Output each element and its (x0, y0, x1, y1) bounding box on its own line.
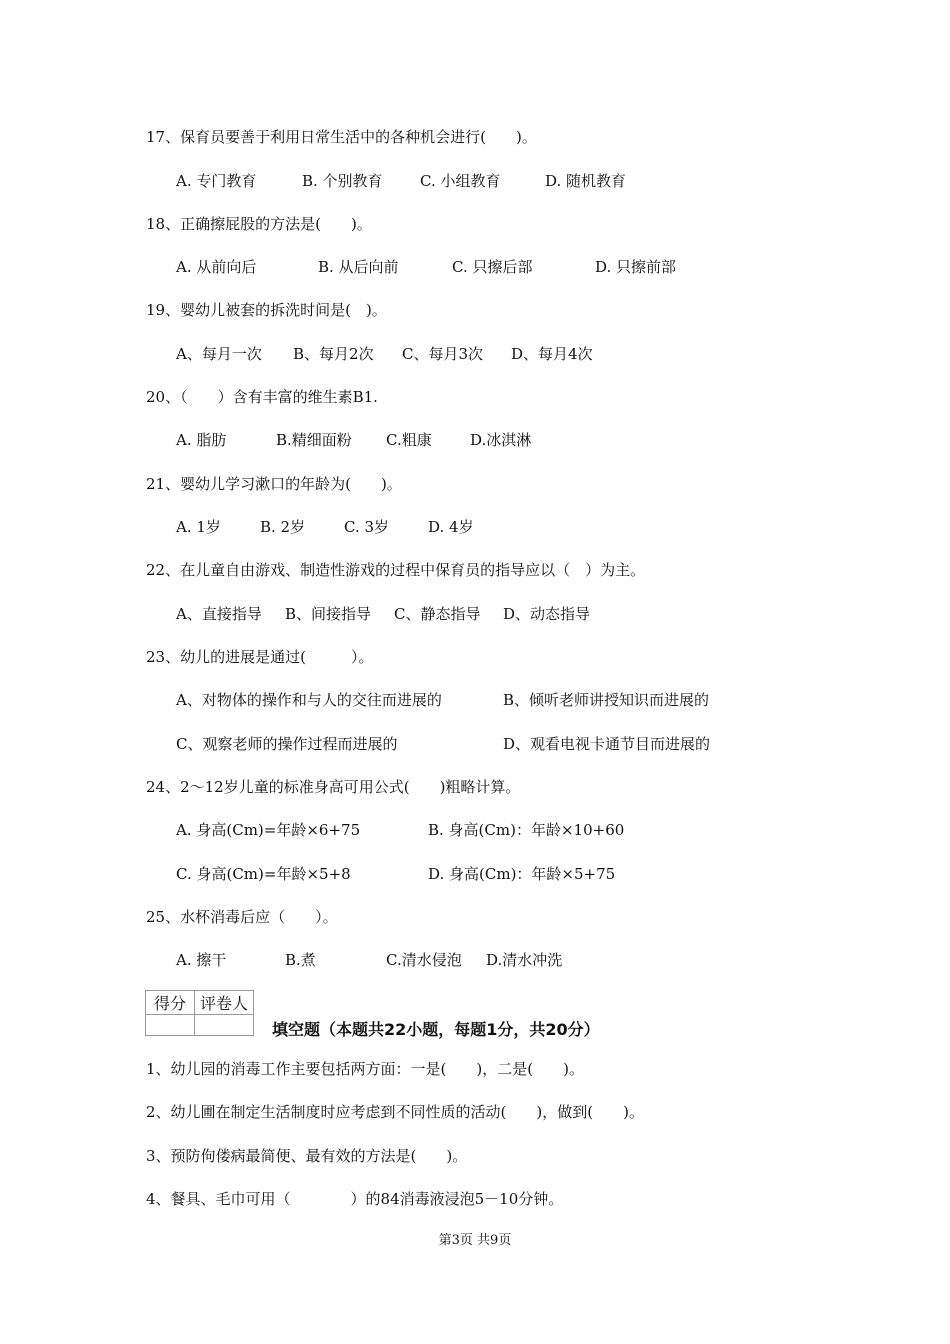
option-a: A. 从前向后 (176, 258, 257, 276)
grader-label: 评卷人 (195, 991, 254, 1015)
fill-blank-question: 1、幼儿园的消毒工作主要包括两方面：一是( )，二是( )。 (146, 1060, 584, 1078)
option-d: D、观看电视卡通节目而进展的 (503, 735, 711, 753)
question-stem: 18、正确擦屁股的方法是( )。 (146, 215, 372, 233)
option-a: A. 身高(Cm)=年龄×6+75 (176, 821, 361, 839)
option-a: A. 擦干 (176, 951, 227, 969)
option-d: D.冰淇淋 (470, 431, 532, 449)
question-stem: 25、水杯消毒后应（ ）。 (146, 908, 338, 926)
score-cell (146, 1015, 195, 1036)
question-stem: 24、2～12岁儿童的标准身高可用公式( )粗略计算。 (146, 778, 521, 796)
option-c: C. 只擦后部 (452, 258, 533, 276)
option-c: C.清水侵泡 (386, 951, 462, 969)
option-c: C. 小组教育 (420, 172, 501, 190)
option-d: D. 4岁 (428, 518, 474, 536)
option-d: D、动态指导 (503, 605, 591, 623)
option-d: D. 随机教育 (545, 172, 627, 190)
option-d: D、每月4次 (511, 345, 593, 363)
option-b: B.煮 (285, 951, 316, 969)
option-d: D.清水冲洗 (486, 951, 563, 969)
question-stem: 20、（ ）含有丰富的维生素B1. (146, 388, 378, 406)
page-footer: 第3页 共9页 (438, 1233, 512, 1248)
question-stem: 22、在儿童自由游戏、制造性游戏的过程中保育员的指导应以（ ）为主。 (146, 561, 646, 579)
option-b: B.精细面粉 (276, 431, 352, 449)
score-box (145, 990, 254, 1036)
option-a: A、直接指导 (176, 605, 262, 623)
option-c: C. 身高(Cm)=年龄×5+8 (176, 865, 351, 883)
option-b: B. 从后向前 (318, 258, 399, 276)
option-c: C、观察老师的操作过程而进展的 (176, 735, 398, 753)
question-stem: 23、幼儿的进展是通过( ）。 (146, 648, 374, 666)
option-b: B. 2岁 (260, 518, 306, 536)
option-a: A. 脂肪 (176, 431, 227, 449)
option-c: C、每月3次 (402, 345, 484, 363)
fill-blank-question: 2、幼儿圃在制定生活制度时应考虑到不同性质的活动( )，做到( )。 (146, 1103, 644, 1121)
fill-blank-question: 4、餐具、毛巾可用（ ）的84消毒液浸泡5－10分钟。 (146, 1190, 564, 1208)
option-c: C、静态指导 (394, 605, 481, 623)
option-b: B. 身高(Cm)：年龄×10+60 (428, 821, 625, 839)
option-a: A. 1岁 (176, 518, 221, 536)
option-d: D. 只擦前部 (595, 258, 677, 276)
option-d: D. 身高(Cm)：年龄×5+75 (428, 865, 616, 883)
question-stem: 17、保育员要善于利用日常生活中的各种机会进行( )。 (146, 128, 537, 146)
grader-cell (195, 1015, 254, 1036)
option-b: B、间接指导 (285, 605, 372, 623)
question-stem: 19、婴幼儿被套的拆洗时间是( )。 (146, 301, 387, 319)
option-c: C.粗康 (386, 431, 432, 449)
option-a: A、对物体的操作和与人的交往而进展的 (176, 691, 442, 709)
section-title: 填空题（本题共22小题，每题1分，共20分） (272, 1020, 600, 1039)
fill-blank-question: 3、预防佝偻病最简便、最有效的方法是( )。 (146, 1147, 468, 1165)
option-b: B、倾听老师讲授知识而进展的 (503, 691, 710, 709)
option-c: C. 3岁 (344, 518, 390, 536)
score-label: 得分 (146, 991, 195, 1015)
option-a: A. 专门教育 (176, 172, 257, 190)
option-b: B. 个别教育 (302, 172, 383, 190)
question-stem: 21、婴幼儿学习漱口的年龄为( )。 (146, 475, 402, 493)
option-b: B、每月2次 (293, 345, 374, 363)
option-a: A、每月一次 (176, 345, 262, 363)
